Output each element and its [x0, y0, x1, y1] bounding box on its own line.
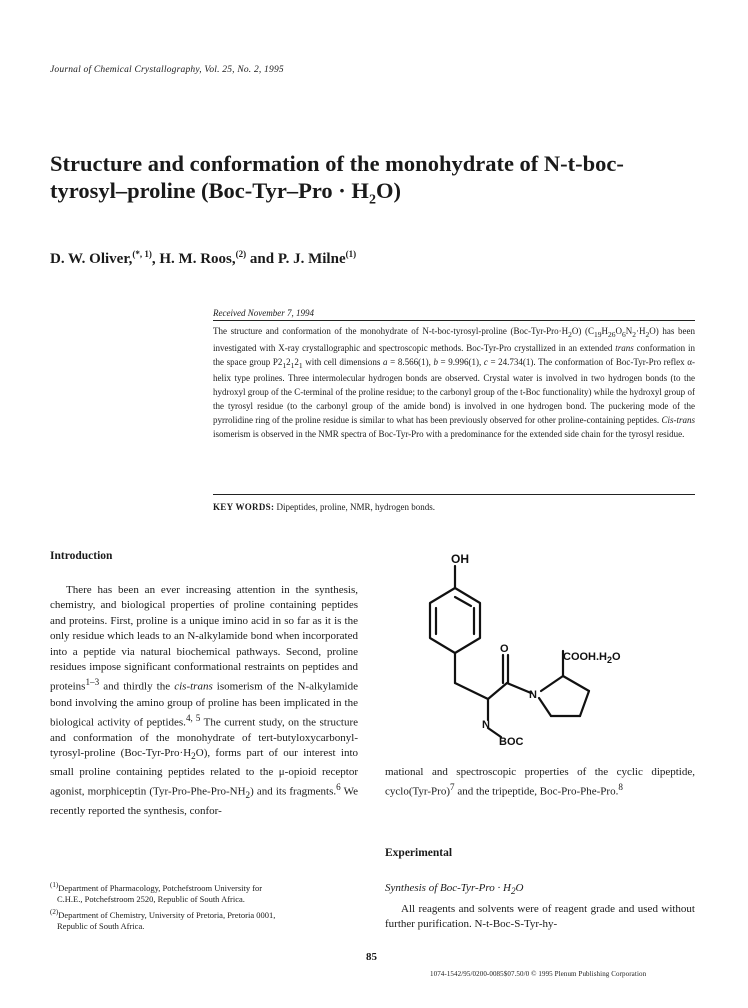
author-2-affiliation: (2): [235, 249, 247, 259]
affiliation-footnotes: [50, 880, 358, 934]
amine-n-label: N: [482, 719, 490, 731]
abstract: The structure and conformation of the monohydrate of N-t-boc-tyrosyl-proline $(Boc-Tyr-Pro\cdot H_2O)$ $(C_{19}H_{26}O_6N_2\cdot H_2O)$ has been investigated with X-ray crystallographic and spectroscopic methods. Boc-Tyr-Pro crystallized in an extended trans conformation in the space group $P2_12_12_1$ with cell dimensions a = 8.566(1), b = 9.996(1), c = 24.734(1). The conformation of Boc-Tyr-Pro reflex α-helix type prolines. Three intermolecular hydrogen bonds are observed. Crystal water is involved in two hydrogen bonds (to the hydroxyl group of the C-terminal of the proline residue; to the carbonyl group of the t-Boc functionality) while the hydroxyl group of the tyrosyl residue (to the carbonyl group of the amide bond) is involved in one hydrogen bond. The puckering mode of the pyrrolidine ring of the proline residue is similar to what has been previously observed for other proline-containing peptides. Cis-trans isomerism is observed in the NMR spectra of Boc-Tyr-Pro with a predominance for the extended side chain for the tyrosyl residue.: [213, 326, 696, 439]
abstract-bottom-rule: [213, 494, 695, 495]
oh-label: OH: [451, 552, 469, 566]
cooh-text: COOH.H: [563, 651, 607, 663]
copyright-line: 1074-1542/95/0200-0085$07.50/0 © 1995 Plenum Publishing Corporation: [430, 970, 647, 978]
received-date: Received November 7, 1994: [213, 308, 314, 318]
synthesis-paragraph: All reagents and solvents were of reagent grade and used without further purification. N-t-Boc-S-Tyr-hy-: [385, 903, 695, 931]
experimental-heading: Experimental: [385, 847, 453, 859]
keywords: [213, 502, 695, 512]
keywords-label: KEY WORDS:: [213, 502, 275, 512]
right-column-paragraph: mational and spectroscopic properties of the cyclic dipeptide, $cyclo(Tyr-Pro)^7$ and the tripeptide, Boc-Pro-Phe-Pro.$^8$: [385, 766, 695, 799]
synthesis-text: [385, 902, 695, 933]
page-number: 85: [366, 951, 377, 963]
title-line-2: [50, 177, 690, 214]
introduction-heading: Introduction: [50, 550, 113, 562]
author-3-affiliation: (1): [345, 249, 357, 259]
carbonyl-o-label: O: [500, 643, 509, 655]
footnote-2-mark: (2): [50, 907, 59, 916]
synthesis-heading: Synthesis of $Boc-Tyr-Pro \cdot H_2O$: [385, 882, 524, 897]
footnote-2-line2: Republic of South Africa.: [57, 921, 145, 932]
keywords-text: Dipeptides, proline, NMR, hydrogen bonds.: [274, 502, 435, 512]
footnote-1: [50, 880, 358, 906]
abstract-top-rule: [213, 320, 695, 321]
author-3: and P. J. Milne: [246, 251, 346, 267]
cooh-label: [563, 651, 621, 665]
author-1: D. W. Oliver,: [50, 251, 133, 267]
title-subscript: 2: [368, 192, 376, 208]
author-list: [50, 249, 356, 268]
cooh-end: O: [612, 651, 621, 663]
footnote-1-mark: (1): [50, 881, 59, 889]
title-line-2-end: O): [375, 178, 401, 203]
introduction-text: [50, 583, 358, 819]
footnote-1-line2: C.H.E., Potchefstroom 2520, Republic of South Africa.: [57, 894, 245, 905]
journal-citation: Journal of Chemical Crystallography, Vol. 25, No. 2, 1995: [50, 65, 284, 75]
right-column-text: [385, 765, 695, 800]
proline-n-label: N: [529, 689, 537, 701]
paper-title: [50, 150, 690, 214]
footnote-1-line1: Department of Pharmacology, Potchefstroom University for: [58, 882, 263, 893]
title-line-1: Structure and conformation of the monohydrate of N-t-boc-: [50, 151, 624, 176]
cooh-subscript: 2: [607, 655, 613, 665]
introduction-paragraph: There has been an ever increasing attention in the synthesis, chemistry, and biological properties of proline containing peptides and proteins. First, proline is a unique imino acid in so far as it is the only residue which leads to an N-alkylamide bond when incorporated into a peptide via natural biochemical pathways. Second, proline residues impose significant conformational restraints on peptides and proteins$^{1-3}$ and thirdly the cis-trans isomerism of the N-alkylamide bond involving the amino group of proline has been implicated in the biological activity of peptides.$^{4, 5}$ The current study, on the structure and conformation of the monohydrate of tert-butyloxycarbonyl-tyrosyl-proline $(Boc-Tyr-Pro\cdot H_2O)$, forms part of our interest into small proline containing peptides related to the μ-opioid receptor agonist, morphiceptin $(Tyr-Pro-Phe-Pro-NH_2)$ and its fragments.$^6$ We recently reported the synthesis, confor-: [50, 584, 358, 817]
footnote-2-line1: Department of Chemistry, University of Pretoria, Pretoria 0001,: [58, 909, 276, 920]
footnote-2: [50, 907, 358, 933]
boc-label: BOC: [499, 736, 524, 748]
author-1-affiliation: (*, 1): [132, 249, 152, 259]
chemical-structure: [385, 548, 695, 748]
author-2: , H. M. Roos,: [151, 251, 236, 267]
title-line-2-text: tyrosyl–proline (Boc-Tyr–Pro · H: [50, 178, 369, 203]
